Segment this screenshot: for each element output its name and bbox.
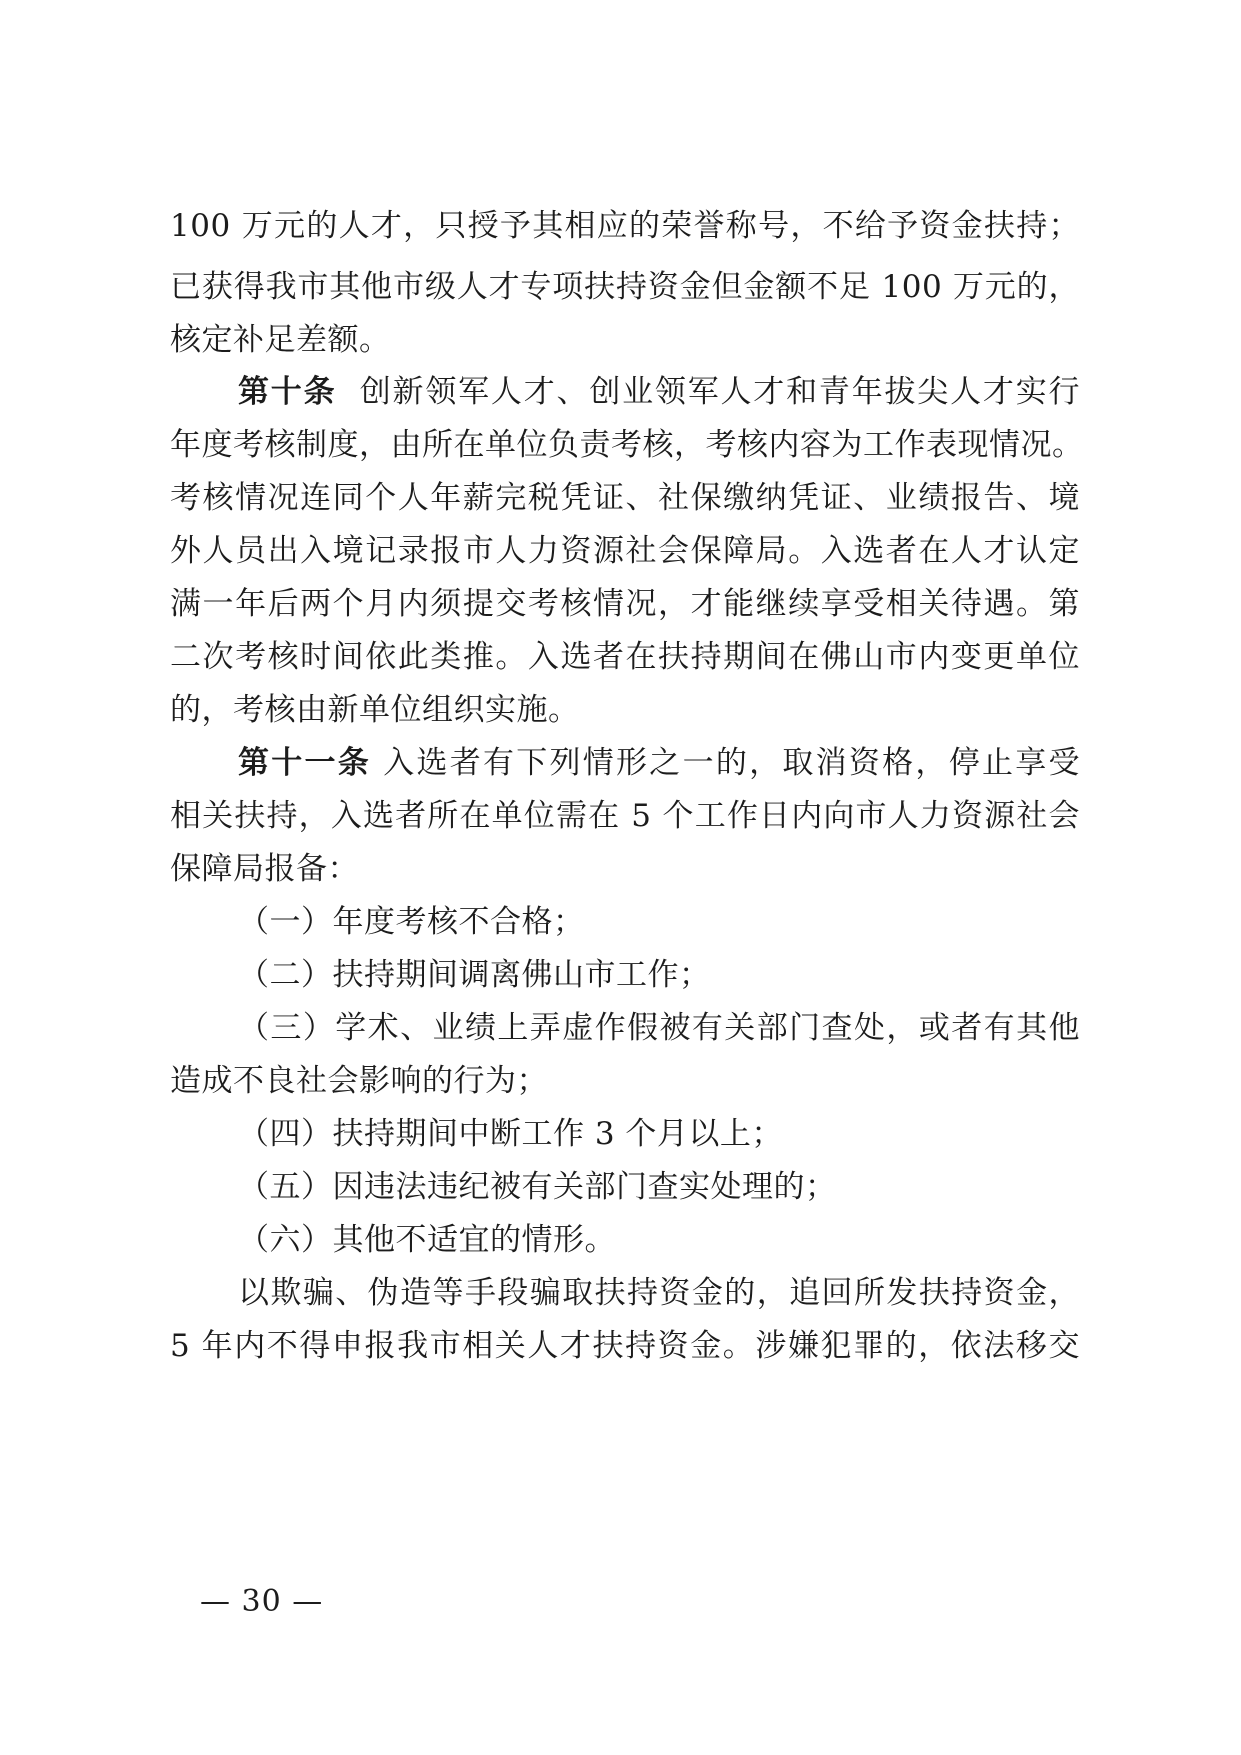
article-10-heading: 第十条 [238,374,337,410]
list-item-4: （四）扶持期间中断工作 3 个月以上； [238,1116,783,1152]
article-11-text: 入选者有下列情形之一的，取消资格，停止享受 [383,745,1080,781]
text-line-13: 保障局报备： [170,851,359,887]
text-line-22: 5 年内不得申报我市相关人才扶持资金。涉嫌犯罪的，依法移交 [170,1328,1080,1364]
list-item-1: （一）年度考核不合格； [238,904,585,940]
article-10-text: 创新领军人才、创业领军人才和青年拔尖人才实行 [359,374,1081,410]
article-10-first-line [238,372,1080,412]
text-line-6: 考核情况连同个人年薪完税凭证、社保缴纳凭证、业绩报告、境 [170,480,1080,516]
text-line-3: 核定补足差额。 [170,322,391,358]
text-line-9: 二次考核时间依此类推。入选者在扶持期间在佛山市内变更单位 [170,639,1080,675]
article-11-heading: 第十一条 [238,745,372,781]
text-line-2: 已获得我市其他市级人才专项扶持资金但金额不足 100 万元的， [170,269,1080,305]
text-line-7: 外人员出入境记录报市人力资源社会保障局。入选者在人才认定 [170,533,1080,569]
text-line-10: 的，考核由新单位组织实施。 [170,692,580,728]
list-item-3-cont: 造成不良社会影响的行为； [170,1063,548,1099]
article-11-first-line [238,743,1080,783]
text-line-21: 以欺骗、伪造等手段骗取扶持资金的，追回所发扶持资金， [238,1275,1080,1311]
list-item-2: （二）扶持期间调离佛山市工作； [238,957,711,993]
list-item-5: （五）因违法违纪被有关部门查实处理的； [238,1169,837,1205]
text-line-8: 满一年后两个月内须提交考核情况，才能继续享受相关待遇。第 [170,586,1080,622]
text-line-12: 相关扶持，入选者所在单位需在 5 个工作日内向市人力资源社会 [170,798,1080,834]
text-line-1: 100 万元的人才，只授予其相应的荣誉称号，不给予资金扶持； [170,208,1080,244]
list-item-3: （三）学术、业绩上弄虚作假被有关部门查处，或者有其他 [238,1010,1080,1046]
text-line-5: 年度考核制度，由所在单位负责考核，考核内容为工作表现情况。 [170,427,1084,463]
list-item-6: （六）其他不适宜的情形。 [238,1222,616,1258]
page-number: — 30 — [200,1584,324,1619]
